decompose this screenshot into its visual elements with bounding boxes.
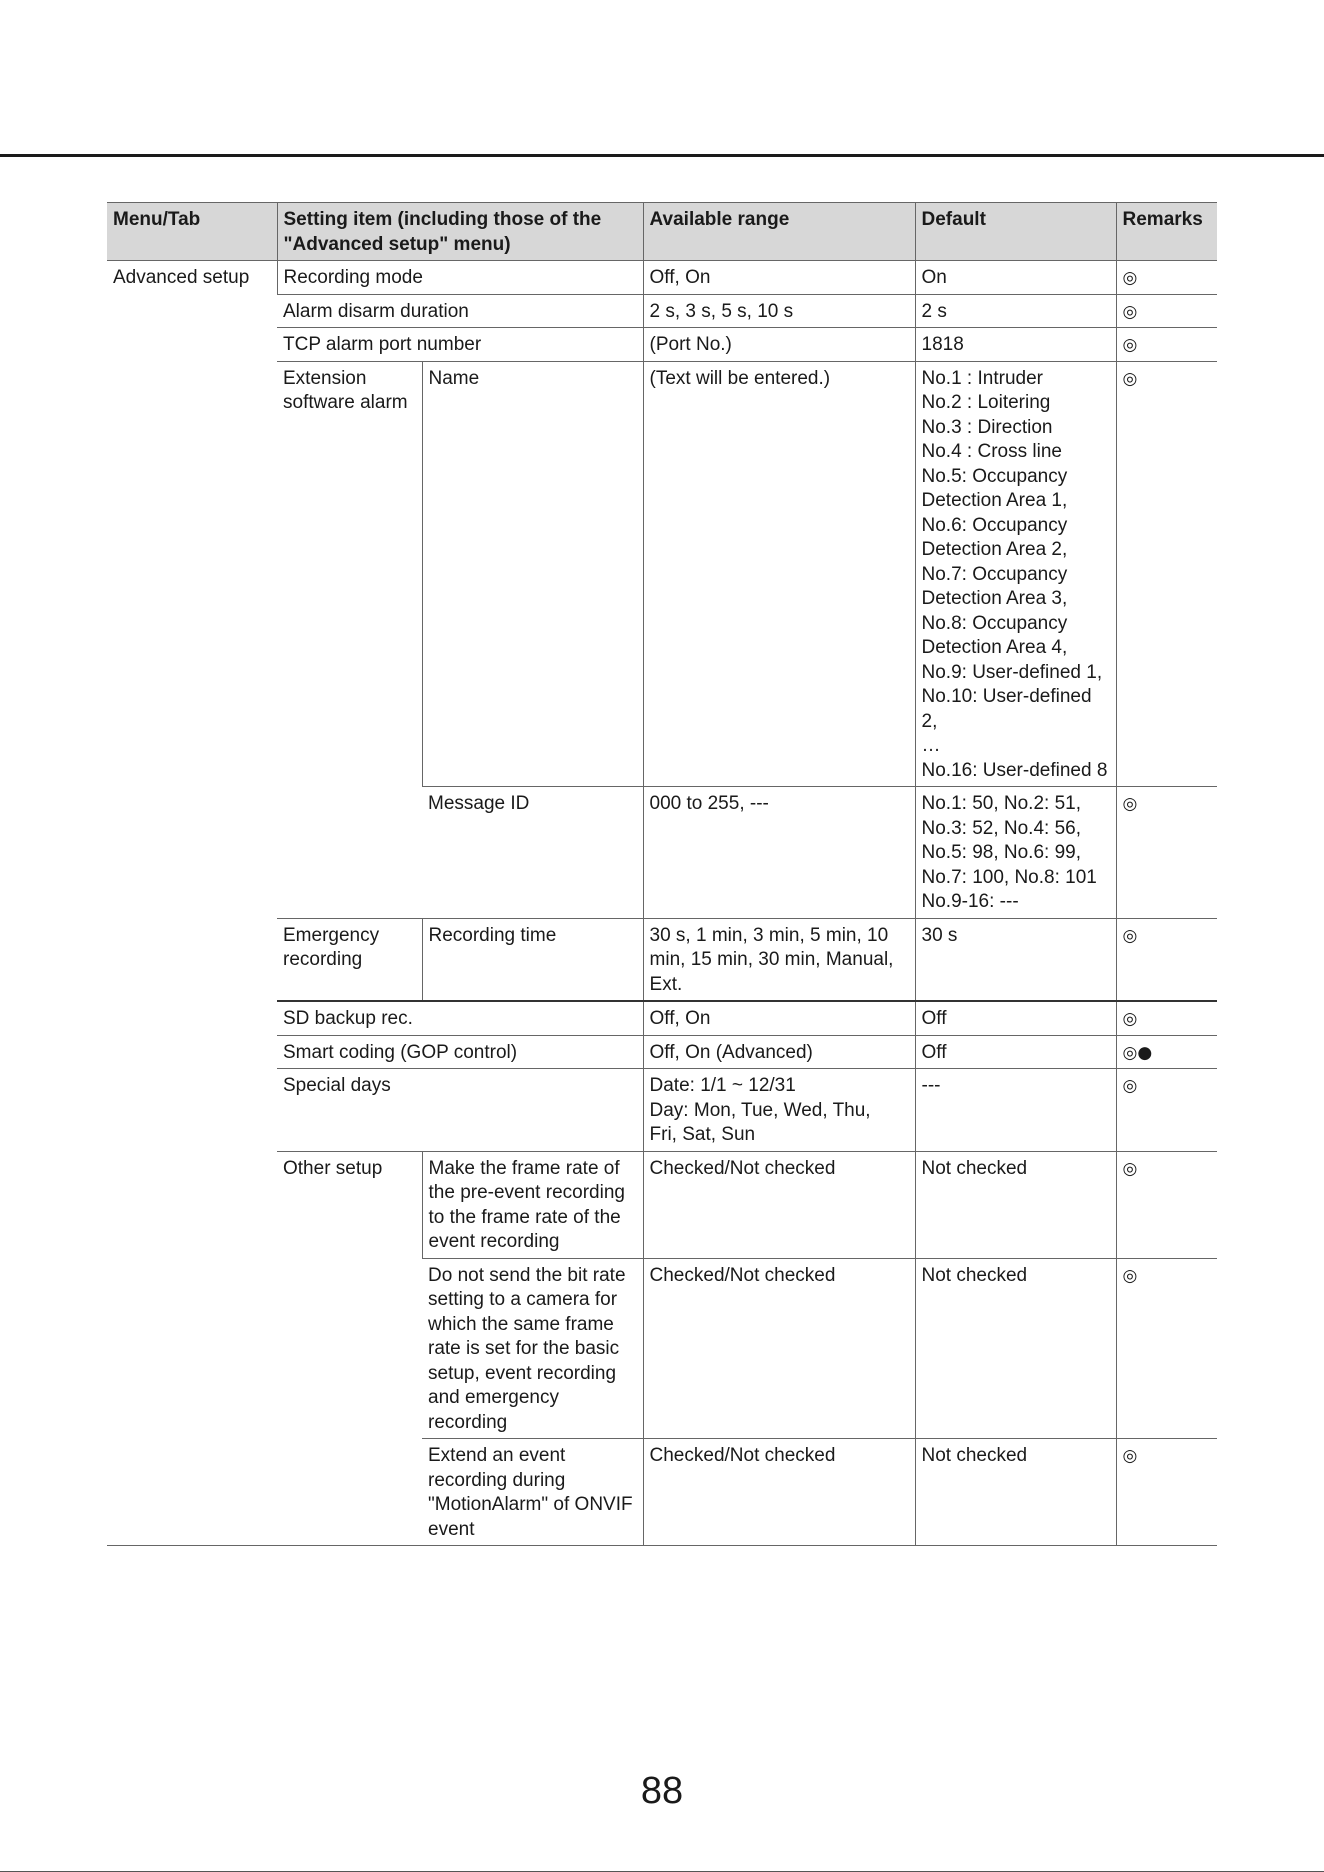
group-other-setup: Other setup <box>277 1151 422 1546</box>
header-menu-tab: Menu/Tab <box>107 203 277 261</box>
remarks-ext-name: ◎ <box>1116 361 1217 787</box>
range-other-frame-rate: Checked/Not checked <box>643 1151 915 1258</box>
group-extension-software-alarm: Extension software alarm <box>277 361 422 918</box>
default-line: No.6: Occupancy <box>921 514 1068 536</box>
group-emergency-recording: Emergency recording <box>277 918 422 1001</box>
remarks-sd-backup: ◎ <box>1116 1001 1217 1035</box>
range-ext-name: (Text will be entered.) <box>643 361 915 787</box>
default-alarm-disarm: 2 s <box>915 294 1116 328</box>
header-remarks: Remarks <box>1116 203 1217 261</box>
range-line: Date: 1/1 ~ 12/31 <box>649 1075 796 1096</box>
default-ext-message-id <box>915 787 1116 919</box>
item-smart-coding: Smart coding (GOP control) <box>277 1035 643 1069</box>
default-line: Detection Area 1, <box>921 490 1068 511</box>
default-line: No.1 : Intruder <box>921 367 1043 389</box>
item-emergency-time: Recording time <box>422 918 643 1001</box>
range-recording-mode: Off, On <box>643 261 915 295</box>
range-ext-message-id: 000 to 255, --- <box>643 787 915 919</box>
default-emergency-time: 30 s <box>915 918 1116 1001</box>
item-recording-mode: Recording mode <box>277 261 643 295</box>
remarks-alarm-disarm: ◎ <box>1116 294 1217 328</box>
default-other-motion-alarm: Not checked <box>915 1439 1116 1546</box>
remarks-other-bit-rate: ◎ <box>1116 1258 1217 1439</box>
default-line: No.3: 52, No.4: 56, <box>921 817 1082 839</box>
default-recording-mode: On <box>915 261 1116 295</box>
remarks-recording-mode: ◎ <box>1116 261 1217 295</box>
default-tcp-port: 1818 <box>915 328 1116 362</box>
range-smart-coding: Off, On (Advanced) <box>643 1035 915 1069</box>
default-sd-backup: Off <box>915 1001 1116 1035</box>
page-number: 88 <box>640 1770 684 1812</box>
default-line: No.5: Occupancy <box>921 465 1068 487</box>
default-line: No.4 : Cross line <box>921 441 1062 462</box>
remarks-special-days: ◎ <box>1116 1069 1217 1152</box>
default-line: No.16: User-defined 8 <box>921 759 1108 781</box>
item-ext-message-id: Message ID <box>422 787 643 919</box>
default-line: No.10: User-defined 2, <box>921 686 1092 732</box>
range-special-days <box>643 1069 915 1152</box>
default-line: Detection Area 2, <box>921 539 1068 560</box>
default-line: … <box>921 735 941 756</box>
default-other-frame-rate: Not checked <box>915 1151 1116 1258</box>
range-tcp-port: (Port No.) <box>643 328 915 362</box>
range-other-bit-rate: Checked/Not checked <box>643 1258 915 1439</box>
default-line: No.9-16: --- <box>921 891 1019 912</box>
remarks-other-frame-rate: ◎ <box>1116 1151 1217 1258</box>
remarks-ext-message-id: ◎ <box>1116 787 1217 919</box>
range-other-motion-alarm: Checked/Not checked <box>643 1439 915 1546</box>
range-line: Day: Mon, Tue, Wed, Thu, <box>649 1099 871 1121</box>
item-alarm-disarm: Alarm disarm duration <box>277 294 643 328</box>
default-line: No.1: 50, No.2: 51, <box>921 793 1082 814</box>
header-available-range: Available range <box>643 203 915 261</box>
item-tcp-port: TCP alarm port number <box>277 328 643 362</box>
table-header-row <box>107 203 1217 261</box>
item-other-motion-alarm: Extend an event recording during "MotionAlarm" of ONVIF event <box>422 1439 643 1546</box>
default-line: Detection Area 3, <box>921 588 1068 609</box>
remarks-tcp-port: ◎ <box>1116 328 1217 362</box>
menu-advanced-setup: Advanced setup <box>107 261 277 1546</box>
default-line: No.9: User-defined 1, <box>921 661 1103 683</box>
default-line: No.3 : Direction <box>921 416 1053 438</box>
remarks-emergency-time: ◎ <box>1116 918 1217 1001</box>
range-line: Fri, Sat, Sun <box>649 1124 756 1145</box>
header-rule <box>0 154 1324 157</box>
default-line: No.7: Occupancy <box>921 563 1068 585</box>
remarks-smart-coding: ◎● <box>1116 1035 1217 1069</box>
item-other-bit-rate: Do not send the bit rate setting to a camera for which the same frame rate is set for the basic setup, event recording and emergency recording <box>422 1258 643 1439</box>
table-row <box>107 261 1217 295</box>
range-alarm-disarm: 2 s, 3 s, 5 s, 10 s <box>643 294 915 328</box>
default-line: No.5: 98, No.6: 99, <box>921 842 1082 863</box>
range-emergency-time: 30 s, 1 min, 3 min, 5 min, 10 min, 15 min, 30 min, Manual, Ext. <box>643 918 915 1001</box>
range-sd-backup: Off, On <box>643 1001 915 1035</box>
default-smart-coding: Off <box>915 1035 1116 1069</box>
remarks-other-motion-alarm: ◎ <box>1116 1439 1217 1546</box>
default-ext-name <box>915 361 1116 787</box>
default-line: No.7: 100, No.8: 101 <box>921 866 1097 888</box>
item-ext-name: Name <box>422 361 643 787</box>
settings-table <box>107 202 1217 1546</box>
header-default: Default <box>915 203 1116 261</box>
default-line: No.2 : Loitering <box>921 392 1051 413</box>
default-special-days: --- <box>915 1069 1116 1152</box>
default-other-bit-rate: Not checked <box>915 1258 1116 1439</box>
item-special-days: Special days <box>277 1069 643 1152</box>
default-line: Detection Area 4, <box>921 637 1068 658</box>
item-sd-backup: SD backup rec. <box>277 1001 643 1035</box>
header-setting-item: Setting item (including those of the "Advanced setup" menu) <box>277 203 643 261</box>
item-other-frame-rate: Make the frame rate of the pre-event recording to the frame rate of the event recording <box>422 1151 643 1258</box>
default-line: No.8: Occupancy <box>921 612 1068 634</box>
